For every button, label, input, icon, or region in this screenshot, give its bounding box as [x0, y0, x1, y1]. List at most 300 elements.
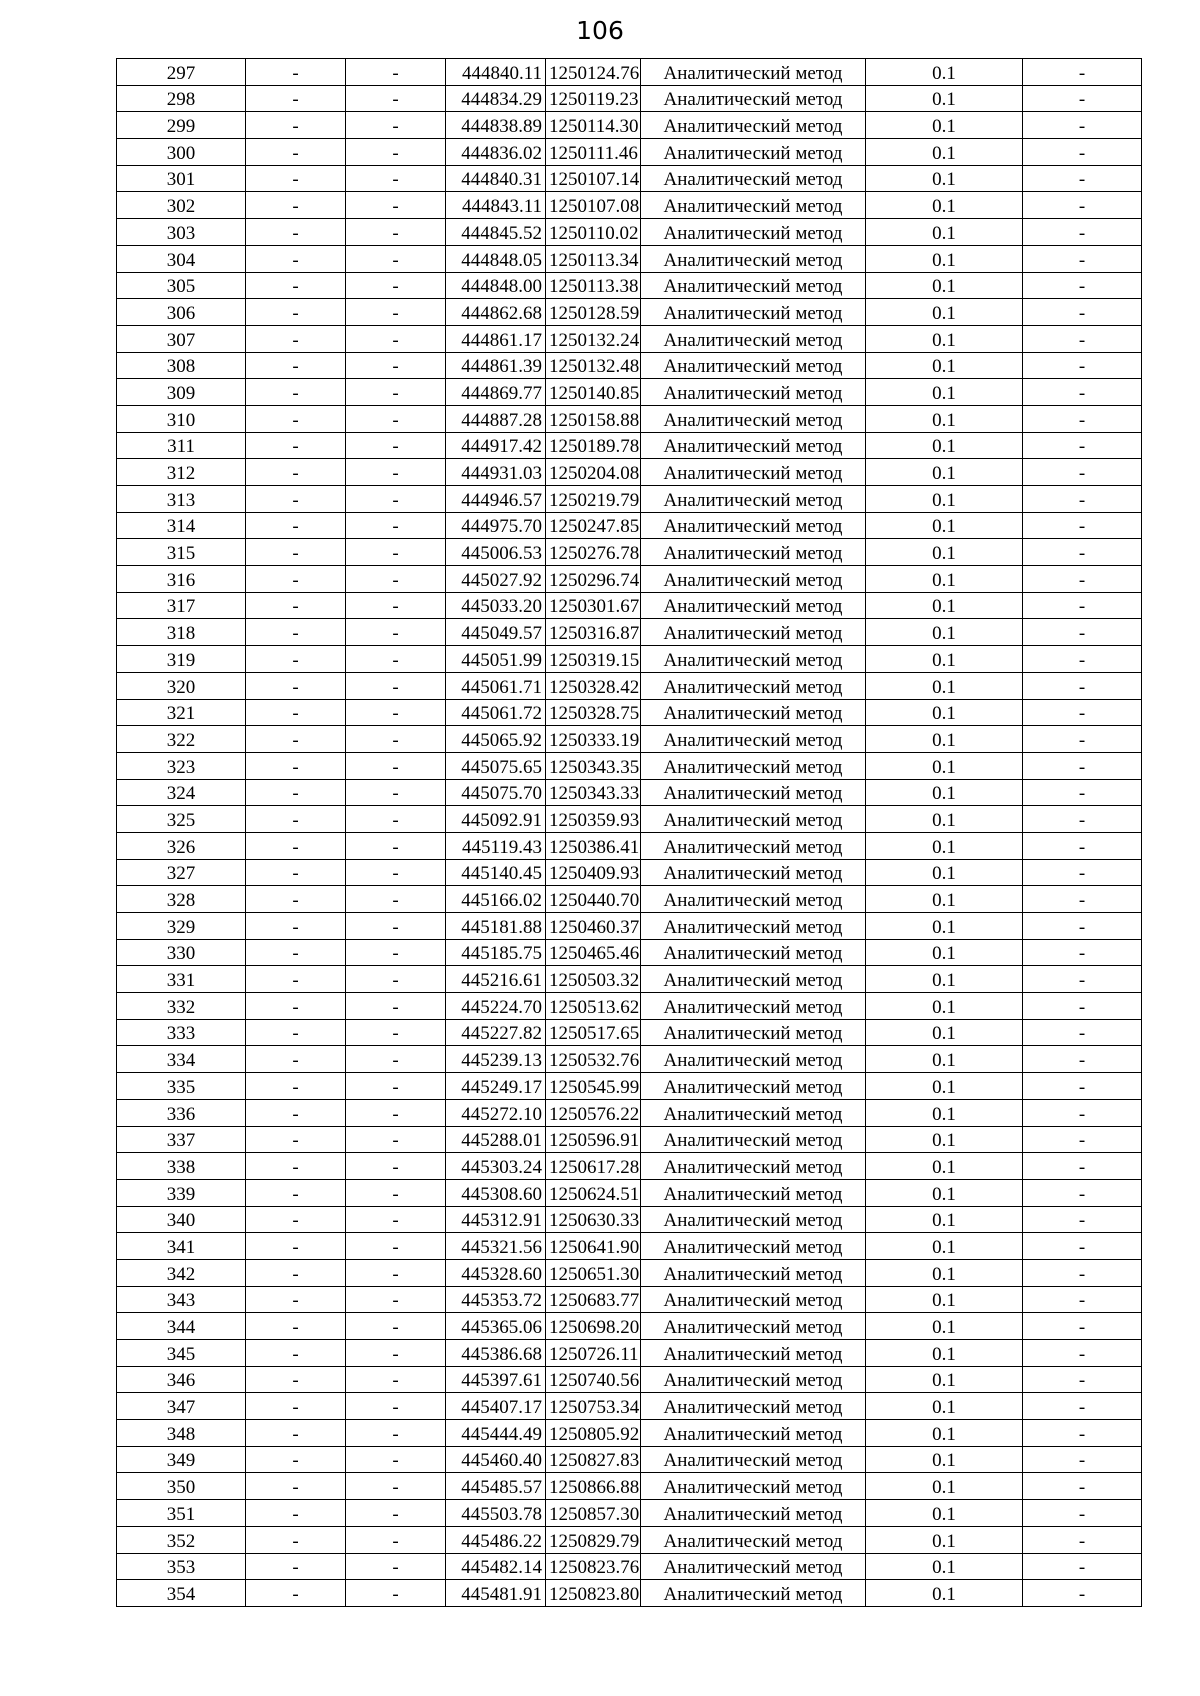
cell-col8: - — [1023, 779, 1142, 806]
table-row — [117, 1046, 1142, 1073]
cell-col8: - — [1023, 646, 1142, 673]
accuracy-cell: 0.1 — [866, 859, 1023, 886]
point-number-cell: 354 — [117, 1580, 246, 1607]
coord-x-cell: 445049.57 — [446, 619, 546, 646]
method-cell: Аналитический метод — [641, 325, 866, 352]
cell-col3: - — [346, 1580, 446, 1607]
accuracy-cell: 0.1 — [866, 699, 1023, 726]
coord-y-cell: 1250204.08 — [546, 459, 641, 486]
point-number-cell: 323 — [117, 752, 246, 779]
method-cell: Аналитический метод — [641, 219, 866, 246]
table-row — [117, 646, 1142, 673]
coord-y-cell: 1250740.56 — [546, 1366, 641, 1393]
table-row — [117, 859, 1142, 886]
cell-col8: - — [1023, 1126, 1142, 1153]
cell-col3: - — [346, 1206, 446, 1233]
cell-col3: - — [346, 512, 446, 539]
cell-col3: - — [346, 913, 446, 940]
method-cell: Аналитический метод — [641, 1179, 866, 1206]
accuracy-cell: 0.1 — [866, 1313, 1023, 1340]
cell-col3: - — [346, 219, 446, 246]
cell-col3: - — [346, 566, 446, 593]
cell-col2: - — [246, 299, 346, 326]
accuracy-cell: 0.1 — [866, 1099, 1023, 1126]
coord-y-cell: 1250276.78 — [546, 539, 641, 566]
coord-x-cell: 444838.89 — [446, 112, 546, 139]
method-cell: Аналитический метод — [641, 1126, 866, 1153]
accuracy-cell: 0.1 — [866, 85, 1023, 112]
coord-x-cell: 445065.92 — [446, 726, 546, 753]
method-cell: Аналитический метод — [641, 352, 866, 379]
table-row — [117, 112, 1142, 139]
table-row — [117, 1153, 1142, 1180]
coord-x-cell: 445303.24 — [446, 1153, 546, 1180]
method-cell: Аналитический метод — [641, 646, 866, 673]
table-row — [117, 1286, 1142, 1313]
coord-x-cell: 445386.68 — [446, 1340, 546, 1367]
accuracy-cell: 0.1 — [866, 405, 1023, 432]
coord-x-cell: 445227.82 — [446, 1019, 546, 1046]
cell-col3: - — [346, 939, 446, 966]
coord-x-cell: 445249.17 — [446, 1073, 546, 1100]
coord-x-cell: 445365.06 — [446, 1313, 546, 1340]
cell-col8: - — [1023, 1233, 1142, 1260]
method-cell: Аналитический метод — [641, 512, 866, 539]
method-cell: Аналитический метод — [641, 1099, 866, 1126]
table-row — [117, 779, 1142, 806]
cell-col2: - — [246, 1500, 346, 1527]
point-number-cell: 329 — [117, 913, 246, 940]
cell-col3: - — [346, 1553, 446, 1580]
cell-col3: - — [346, 1073, 446, 1100]
method-cell: Аналитический метод — [641, 539, 866, 566]
coord-x-cell: 445272.10 — [446, 1099, 546, 1126]
cell-col2: - — [246, 1179, 346, 1206]
coord-x-cell: 444848.05 — [446, 245, 546, 272]
point-number-cell: 300 — [117, 139, 246, 166]
method-cell: Аналитический метод — [641, 1286, 866, 1313]
coord-y-cell: 1250683.77 — [546, 1286, 641, 1313]
accuracy-cell: 0.1 — [866, 1153, 1023, 1180]
table-row — [117, 59, 1142, 86]
method-cell: Аналитический метод — [641, 486, 866, 513]
coord-y-cell: 1250132.24 — [546, 325, 641, 352]
cell-col8: - — [1023, 219, 1142, 246]
cell-col8: - — [1023, 752, 1142, 779]
method-cell: Аналитический метод — [641, 245, 866, 272]
table-row — [117, 993, 1142, 1020]
accuracy-cell: 0.1 — [866, 1340, 1023, 1367]
table-row — [117, 1340, 1142, 1367]
cell-col3: - — [346, 1500, 446, 1527]
cell-col3: - — [346, 299, 446, 326]
accuracy-cell: 0.1 — [866, 806, 1023, 833]
coord-x-cell: 445061.71 — [446, 672, 546, 699]
cell-col8: - — [1023, 379, 1142, 406]
cell-col3: - — [346, 1259, 446, 1286]
coord-x-cell: 445288.01 — [446, 1126, 546, 1153]
table-row — [117, 245, 1142, 272]
coord-x-cell: 445481.91 — [446, 1580, 546, 1607]
accuracy-cell: 0.1 — [866, 1073, 1023, 1100]
point-number-cell: 307 — [117, 325, 246, 352]
method-cell: Аналитический метод — [641, 1446, 866, 1473]
method-cell: Аналитический метод — [641, 1420, 866, 1447]
coord-x-cell: 444843.11 — [446, 192, 546, 219]
method-cell: Аналитический метод — [641, 1500, 866, 1527]
cell-col2: - — [246, 966, 346, 993]
cell-col8: - — [1023, 913, 1142, 940]
table-row — [117, 85, 1142, 112]
table-row — [117, 272, 1142, 299]
point-number-cell: 313 — [117, 486, 246, 513]
table-row — [117, 1073, 1142, 1100]
page-number: 106 — [576, 16, 624, 45]
accuracy-cell: 0.1 — [866, 1473, 1023, 1500]
coord-y-cell: 1250107.14 — [546, 165, 641, 192]
point-number-cell: 350 — [117, 1473, 246, 1500]
coord-x-cell: 444975.70 — [446, 512, 546, 539]
point-number-cell: 322 — [117, 726, 246, 753]
method-cell: Аналитический метод — [641, 966, 866, 993]
coord-x-cell: 445239.13 — [446, 1046, 546, 1073]
coord-y-cell: 1250113.34 — [546, 245, 641, 272]
coord-y-cell: 1250111.46 — [546, 139, 641, 166]
accuracy-cell: 0.1 — [866, 752, 1023, 779]
accuracy-cell: 0.1 — [866, 1366, 1023, 1393]
cell-col2: - — [246, 886, 346, 913]
cell-col2: - — [246, 913, 346, 940]
cell-col8: - — [1023, 1526, 1142, 1553]
method-cell: Аналитический метод — [641, 379, 866, 406]
method-cell: Аналитический метод — [641, 939, 866, 966]
cell-col2: - — [246, 646, 346, 673]
coord-y-cell: 1250545.99 — [546, 1073, 641, 1100]
coord-x-cell: 445321.56 — [446, 1233, 546, 1260]
point-number-cell: 348 — [117, 1420, 246, 1447]
table-row — [117, 165, 1142, 192]
point-number-cell: 338 — [117, 1153, 246, 1180]
cell-col3: - — [346, 432, 446, 459]
point-number-cell: 318 — [117, 619, 246, 646]
cell-col3: - — [346, 886, 446, 913]
coord-y-cell: 1250823.76 — [546, 1553, 641, 1580]
cell-col8: - — [1023, 1446, 1142, 1473]
coord-x-cell: 444845.52 — [446, 219, 546, 246]
cell-col3: - — [346, 699, 446, 726]
method-cell: Аналитический метод — [641, 1340, 866, 1367]
accuracy-cell: 0.1 — [866, 779, 1023, 806]
point-number-cell: 337 — [117, 1126, 246, 1153]
method-cell: Аналитический метод — [641, 592, 866, 619]
cell-col8: - — [1023, 699, 1142, 726]
point-number-cell: 315 — [117, 539, 246, 566]
point-number-cell: 316 — [117, 566, 246, 593]
cell-col3: - — [346, 832, 446, 859]
point-number-cell: 347 — [117, 1393, 246, 1420]
point-number-cell: 351 — [117, 1500, 246, 1527]
accuracy-cell: 0.1 — [866, 512, 1023, 539]
table-row — [117, 139, 1142, 166]
cell-col8: - — [1023, 139, 1142, 166]
cell-col8: - — [1023, 165, 1142, 192]
accuracy-cell: 0.1 — [866, 486, 1023, 513]
method-cell: Аналитический метод — [641, 1473, 866, 1500]
cell-col2: - — [246, 726, 346, 753]
point-number-cell: 317 — [117, 592, 246, 619]
point-number-cell: 339 — [117, 1179, 246, 1206]
cell-col3: - — [346, 993, 446, 1020]
method-cell: Аналитический метод — [641, 619, 866, 646]
coord-x-cell: 445181.88 — [446, 913, 546, 940]
point-number-cell: 346 — [117, 1366, 246, 1393]
table-row — [117, 886, 1142, 913]
accuracy-cell: 0.1 — [866, 1259, 1023, 1286]
point-number-cell: 304 — [117, 245, 246, 272]
table-row — [117, 352, 1142, 379]
method-cell: Аналитический метод — [641, 913, 866, 940]
method-cell: Аналитический метод — [641, 1366, 866, 1393]
cell-col8: - — [1023, 432, 1142, 459]
coord-y-cell: 1250829.79 — [546, 1526, 641, 1553]
coord-x-cell: 445460.40 — [446, 1446, 546, 1473]
coord-y-cell: 1250158.88 — [546, 405, 641, 432]
method-cell: Аналитический метод — [641, 1073, 866, 1100]
cell-col2: - — [246, 192, 346, 219]
accuracy-cell: 0.1 — [866, 219, 1023, 246]
cell-col3: - — [346, 592, 446, 619]
cell-col8: - — [1023, 592, 1142, 619]
coord-y-cell: 1250532.76 — [546, 1046, 641, 1073]
table-row — [117, 913, 1142, 940]
point-number-cell: 332 — [117, 993, 246, 1020]
table-row — [117, 405, 1142, 432]
cell-col8: - — [1023, 806, 1142, 833]
table-row — [117, 1366, 1142, 1393]
method-cell: Аналитический метод — [641, 192, 866, 219]
cell-col8: - — [1023, 939, 1142, 966]
method-cell: Аналитический метод — [641, 459, 866, 486]
method-cell: Аналитический метод — [641, 165, 866, 192]
point-number-cell: 330 — [117, 939, 246, 966]
cell-col8: - — [1023, 1420, 1142, 1447]
coord-y-cell: 1250698.20 — [546, 1313, 641, 1340]
coord-x-cell: 445166.02 — [446, 886, 546, 913]
accuracy-cell: 0.1 — [866, 832, 1023, 859]
cell-col3: - — [346, 806, 446, 833]
cell-col8: - — [1023, 886, 1142, 913]
point-number-cell: 326 — [117, 832, 246, 859]
coord-y-cell: 1250296.74 — [546, 566, 641, 593]
accuracy-cell: 0.1 — [866, 1553, 1023, 1580]
method-cell: Аналитический метод — [641, 1393, 866, 1420]
method-cell: Аналитический метод — [641, 993, 866, 1020]
cell-col3: - — [346, 859, 446, 886]
table-row — [117, 619, 1142, 646]
method-cell: Аналитический метод — [641, 1526, 866, 1553]
coord-y-cell: 1250617.28 — [546, 1153, 641, 1180]
cell-col2: - — [246, 379, 346, 406]
accuracy-cell: 0.1 — [866, 1420, 1023, 1447]
accuracy-cell: 0.1 — [866, 539, 1023, 566]
cell-col2: - — [246, 405, 346, 432]
coord-y-cell: 1250866.88 — [546, 1473, 641, 1500]
accuracy-cell: 0.1 — [866, 1126, 1023, 1153]
coord-x-cell: 445185.75 — [446, 939, 546, 966]
cell-col2: - — [246, 272, 346, 299]
cell-col3: - — [346, 405, 446, 432]
point-number-cell: 328 — [117, 886, 246, 913]
cell-col3: - — [346, 59, 446, 86]
method-cell: Аналитический метод — [641, 859, 866, 886]
table-body — [117, 59, 1142, 1607]
table-row — [117, 672, 1142, 699]
cell-col2: - — [246, 1420, 346, 1447]
table-row — [117, 1019, 1142, 1046]
cell-col2: - — [246, 139, 346, 166]
method-cell: Аналитический метод — [641, 1313, 866, 1340]
table-row — [117, 1179, 1142, 1206]
cell-col8: - — [1023, 1073, 1142, 1100]
coord-y-cell: 1250359.93 — [546, 806, 641, 833]
coord-y-cell: 1250343.35 — [546, 752, 641, 779]
cell-col2: - — [246, 112, 346, 139]
coord-y-cell: 1250753.34 — [546, 1393, 641, 1420]
coord-x-cell: 445075.65 — [446, 752, 546, 779]
cell-col2: - — [246, 1446, 346, 1473]
point-number-cell: 308 — [117, 352, 246, 379]
accuracy-cell: 0.1 — [866, 1046, 1023, 1073]
coord-x-cell: 445092.91 — [446, 806, 546, 833]
cell-col2: - — [246, 1019, 346, 1046]
coord-x-cell: 444848.00 — [446, 272, 546, 299]
coord-y-cell: 1250333.19 — [546, 726, 641, 753]
point-number-cell: 305 — [117, 272, 246, 299]
accuracy-cell: 0.1 — [866, 1206, 1023, 1233]
cell-col8: - — [1023, 1340, 1142, 1367]
cell-col2: - — [246, 592, 346, 619]
accuracy-cell: 0.1 — [866, 59, 1023, 86]
coord-x-cell: 444887.28 — [446, 405, 546, 432]
coord-y-cell: 1250857.30 — [546, 1500, 641, 1527]
cell-col2: - — [246, 1553, 346, 1580]
method-cell: Аналитический метод — [641, 726, 866, 753]
accuracy-cell: 0.1 — [866, 352, 1023, 379]
cell-col8: - — [1023, 1500, 1142, 1527]
coord-x-cell: 445140.45 — [446, 859, 546, 886]
cell-col8: - — [1023, 1019, 1142, 1046]
coord-y-cell: 1250641.90 — [546, 1233, 641, 1260]
method-cell: Аналитический метод — [641, 59, 866, 86]
table-row — [117, 539, 1142, 566]
coord-x-cell: 444840.31 — [446, 165, 546, 192]
method-cell: Аналитический метод — [641, 299, 866, 326]
point-number-cell: 324 — [117, 779, 246, 806]
cell-col3: - — [346, 139, 446, 166]
accuracy-cell: 0.1 — [866, 566, 1023, 593]
cell-col2: - — [246, 1580, 346, 1607]
coord-y-cell: 1250328.75 — [546, 699, 641, 726]
cell-col2: - — [246, 1153, 346, 1180]
coord-x-cell: 445216.61 — [446, 966, 546, 993]
cell-col2: - — [246, 752, 346, 779]
point-number-cell: 321 — [117, 699, 246, 726]
cell-col3: - — [346, 1393, 446, 1420]
table-row — [117, 1473, 1142, 1500]
coord-y-cell: 1250624.51 — [546, 1179, 641, 1206]
coord-y-cell: 1250132.48 — [546, 352, 641, 379]
table-row — [117, 1553, 1142, 1580]
point-number-cell: 301 — [117, 165, 246, 192]
point-number-cell: 353 — [117, 1553, 246, 1580]
cell-col3: - — [346, 1420, 446, 1447]
point-number-cell: 349 — [117, 1446, 246, 1473]
method-cell: Аналитический метод — [641, 432, 866, 459]
cell-col3: - — [346, 165, 446, 192]
point-number-cell: 327 — [117, 859, 246, 886]
coord-x-cell: 444836.02 — [446, 139, 546, 166]
table-row — [117, 1126, 1142, 1153]
cell-col2: - — [246, 219, 346, 246]
coord-y-cell: 1250319.15 — [546, 646, 641, 673]
cell-col3: - — [346, 1099, 446, 1126]
coord-y-cell: 1250630.33 — [546, 1206, 641, 1233]
table-row — [117, 1580, 1142, 1607]
coord-y-cell: 1250316.87 — [546, 619, 641, 646]
cell-col2: - — [246, 432, 346, 459]
coord-y-cell: 1250110.02 — [546, 219, 641, 246]
cell-col2: - — [246, 1313, 346, 1340]
cell-col3: - — [346, 966, 446, 993]
table-row — [117, 592, 1142, 619]
cell-col2: - — [246, 245, 346, 272]
table-row — [117, 1259, 1142, 1286]
table-row — [117, 1099, 1142, 1126]
table-row — [117, 299, 1142, 326]
point-number-cell: 335 — [117, 1073, 246, 1100]
method-cell: Аналитический метод — [641, 139, 866, 166]
cell-col8: - — [1023, 299, 1142, 326]
cell-col8: - — [1023, 993, 1142, 1020]
cell-col3: - — [346, 325, 446, 352]
coord-x-cell: 445006.53 — [446, 539, 546, 566]
coord-y-cell: 1250113.38 — [546, 272, 641, 299]
cell-col2: - — [246, 619, 346, 646]
method-cell: Аналитический метод — [641, 1153, 866, 1180]
coord-x-cell: 444861.17 — [446, 325, 546, 352]
cell-col3: - — [346, 1366, 446, 1393]
point-number-cell: 343 — [117, 1286, 246, 1313]
accuracy-cell: 0.1 — [866, 646, 1023, 673]
point-number-cell: 306 — [117, 299, 246, 326]
cell-col2: - — [246, 512, 346, 539]
method-cell: Аналитический метод — [641, 699, 866, 726]
table-row — [117, 699, 1142, 726]
coord-y-cell: 1250328.42 — [546, 672, 641, 699]
accuracy-cell: 0.1 — [866, 1393, 1023, 1420]
coord-y-cell: 1250576.22 — [546, 1099, 641, 1126]
cell-col3: - — [346, 1526, 446, 1553]
cell-col2: - — [246, 993, 346, 1020]
cell-col8: - — [1023, 1553, 1142, 1580]
cell-col3: - — [346, 1473, 446, 1500]
point-number-cell: 342 — [117, 1259, 246, 1286]
accuracy-cell: 0.1 — [866, 1526, 1023, 1553]
table-row — [117, 832, 1142, 859]
table-row — [117, 325, 1142, 352]
coord-y-cell: 1250409.93 — [546, 859, 641, 886]
coord-y-cell: 1250247.85 — [546, 512, 641, 539]
